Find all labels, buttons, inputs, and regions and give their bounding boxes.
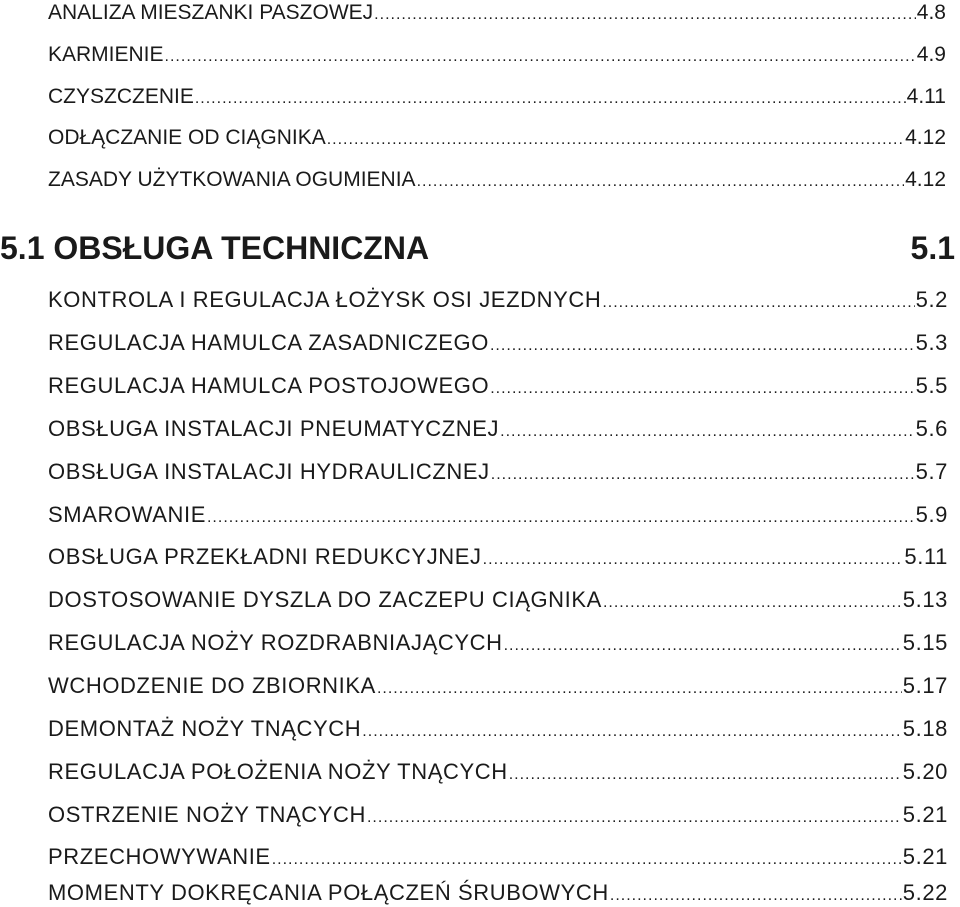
toc-entry[interactable]: [48, 675, 948, 697]
toc-entry-title: KONTROLA I REGULACJA ŁOŻYSK OSI JEZDNYCH: [48, 287, 602, 312]
dot-leader: [362, 724, 901, 740]
toc-entry[interactable]: [48, 804, 948, 826]
dot-leader: [483, 552, 904, 568]
dot-leader: [367, 810, 902, 826]
toc-entry-page: 5.13: [902, 587, 948, 612]
toc-entry[interactable]: [48, 418, 948, 440]
toc-entry[interactable]: [48, 461, 948, 483]
dot-leader: [610, 888, 902, 904]
dot-leader: [327, 132, 904, 148]
toc-entry-page: 4.9: [916, 43, 946, 66]
dot-leader: [490, 381, 914, 397]
toc-entry[interactable]: [48, 289, 948, 311]
toc-entry-page: 5.21: [902, 844, 948, 869]
toc-entry-page: 5.21: [902, 802, 948, 827]
dot-leader: [165, 49, 916, 65]
toc-entry[interactable]: [48, 846, 948, 868]
toc-entry[interactable]: [48, 718, 948, 740]
toc-entry-title: WCHODZENIE DO ZBIORNIKA: [48, 673, 376, 698]
toc-entry-title: MOMENTY DOKRĘCANIA POŁĄCZEŃ ŚRUBOWYCH: [48, 880, 609, 905]
toc-entry-title: SMAROWANIE: [48, 502, 206, 527]
toc-entry[interactable]: [48, 332, 948, 354]
dot-leader: [491, 467, 915, 483]
dot-leader: [377, 681, 902, 697]
toc-entry-page: 5.3: [915, 330, 948, 355]
toc-entry-title: ODŁĄCZANIE OD CIĄGNIKA: [48, 126, 326, 149]
dot-leader: [417, 174, 905, 190]
toc-entry[interactable]: [48, 589, 948, 611]
section-heading[interactable]: [0, 232, 955, 264]
dot-leader: [504, 638, 902, 654]
toc-entry[interactable]: [48, 632, 948, 654]
section-heading-page: 5.1: [910, 230, 955, 266]
dot-leader: [272, 852, 902, 868]
toc-entry-title: OBSŁUGA INSTALACJI PNEUMATYCZNEJ: [48, 416, 500, 441]
toc-entry-title: DOSTOSOWANIE DYSZLA DO ZACZEPU CIĄGNIKA: [48, 587, 602, 612]
toc-entry-title: REGULACJA HAMULCA ZASADNICZEGO: [48, 330, 489, 355]
toc-entry[interactable]: [48, 86, 946, 107]
toc-entry-title: OBSŁUGA PRZEKŁADNI REDUKCYJNEJ: [48, 544, 482, 569]
dot-leader: [374, 7, 916, 23]
toc-entry-page: 5.17: [902, 673, 948, 698]
toc-entry[interactable]: [48, 2, 946, 23]
toc-entry-title: OSTRZENIE NOŻY TNĄCYCH: [48, 802, 366, 827]
dot-leader: [207, 510, 915, 526]
toc-entry[interactable]: [48, 882, 948, 904]
toc-entry[interactable]: [48, 546, 948, 568]
dot-leader: [509, 767, 902, 783]
toc-entry-title: ANALIZA MIESZANKI PASZOWEJ: [48, 1, 374, 24]
toc-entry-title: PRZECHOWYWANIE: [48, 844, 271, 869]
toc-entry-page: 5.5: [915, 373, 948, 398]
toc-entry-page: 5.9: [915, 502, 948, 527]
toc-entry-title: REGULACJA POŁOŻENIA NOŻY TNĄCYCH: [48, 759, 508, 784]
toc-entry[interactable]: [48, 761, 948, 783]
dot-leader: [500, 424, 914, 440]
toc-entry-page: 5.6: [915, 416, 948, 441]
toc-entry-page: 5.11: [904, 544, 948, 569]
dot-leader: [490, 338, 915, 354]
dot-leader: [602, 295, 914, 311]
toc-entry[interactable]: [48, 375, 948, 397]
toc-entry-title: KARMIENIE: [48, 43, 164, 66]
toc-entry-page: 5.2: [915, 287, 948, 312]
toc-entry-title: DEMONTAŻ NOŻY TNĄCYCH: [48, 716, 362, 741]
toc-entry-page: 5.22: [902, 880, 948, 905]
toc-entry-title: REGULACJA NOŻY ROZDRABNIAJĄCYCH: [48, 630, 503, 655]
dot-leader: [603, 595, 902, 611]
toc-entry[interactable]: [48, 44, 946, 65]
toc-entry-title: CZYSZCZENIE: [48, 85, 194, 108]
toc-entry[interactable]: [48, 127, 946, 148]
toc-entry-page: 4.8: [916, 1, 946, 24]
toc-entry-page: 5.20: [902, 759, 948, 784]
toc-entry-page: 5.7: [915, 459, 948, 484]
section-heading-title: 5.1 OBSŁUGA TECHNICZNA: [0, 230, 430, 266]
toc-entry-page: 5.18: [902, 716, 948, 741]
toc-entry-page: 4.12: [905, 168, 946, 191]
toc-entry-title: REGULACJA HAMULCA POSTOJOWEGO: [48, 373, 490, 398]
toc-entry-title: OBSŁUGA INSTALACJI HYDRAULICZNEJ: [48, 459, 490, 484]
toc-entry-title: ZASADY UŻYTKOWANIA OGUMIENIA: [48, 168, 416, 191]
toc-entry-page: 5.15: [902, 630, 948, 655]
toc-entry-page: 4.12: [905, 126, 946, 149]
toc-entry-page: 4.11: [906, 85, 946, 108]
toc-entry[interactable]: [48, 504, 948, 526]
dot-leader: [195, 91, 906, 107]
toc-entry[interactable]: [48, 169, 946, 190]
